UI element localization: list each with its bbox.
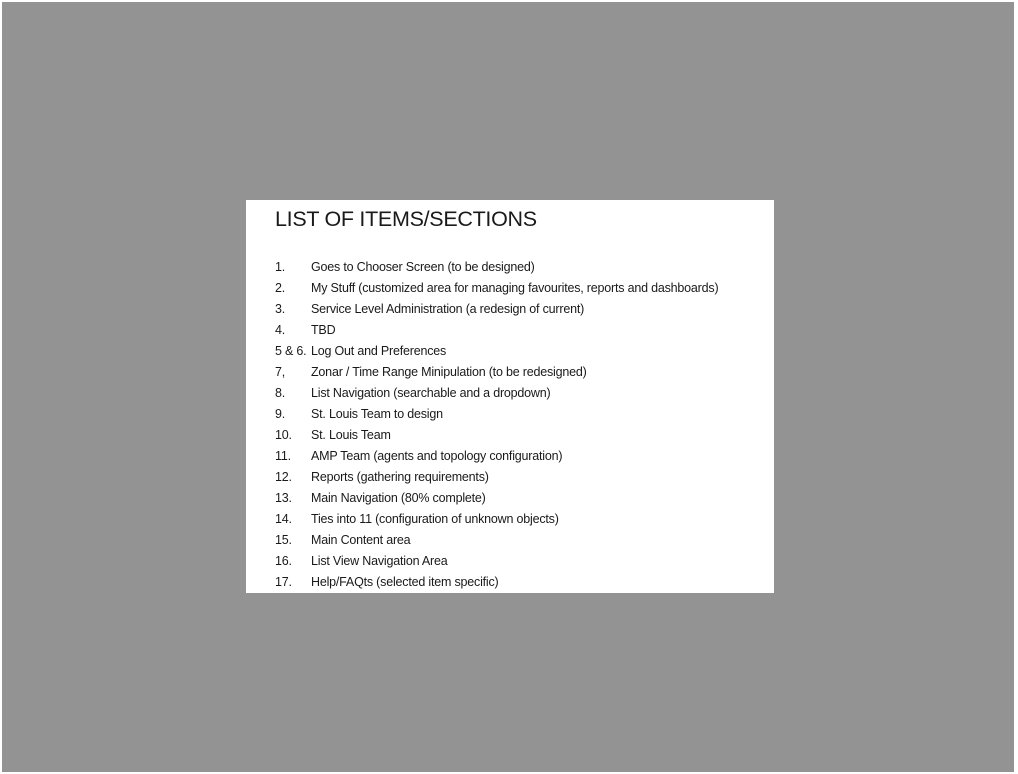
list-item [275,278,774,299]
list-item [275,341,774,362]
item-number: 15. [275,533,292,547]
item-text: Goes to Chooser Screen (to be designed) [311,260,535,274]
item-number: 16. [275,554,292,568]
item-text: Main Navigation (80% complete) [311,491,486,505]
item-number: 13. [275,491,292,505]
list-item [275,551,774,572]
items-card [246,200,774,593]
item-number: 14. [275,512,292,526]
item-text: St. Louis Team to design [311,407,443,421]
list-item [275,320,774,341]
item-number: 8. [275,386,286,400]
item-text: Ties into 11 (configuration of unknown objects) [311,512,559,526]
item-number: 10. [275,428,292,442]
item-text: List Navigation (searchable and a dropdown) [311,386,551,400]
list-item [275,404,774,425]
item-text: Reports (gathering requirements) [311,470,489,484]
list-item [275,299,774,320]
item-text: List View Navigation Area [311,554,448,568]
list-item [275,530,774,551]
page-title: LIST OF ITEMS/SECTIONS [275,207,537,231]
list-item [275,572,774,593]
item-number: 2. [275,281,286,295]
list-item [275,362,774,383]
item-text: Zonar / Time Range Minipulation (to be redesigned) [311,365,587,379]
item-number: 12. [275,470,292,484]
item-number: 11. [275,449,291,463]
list-item [275,446,774,467]
list-item [275,257,774,278]
item-text: Service Level Administration (a redesign of current) [311,302,585,316]
item-text: Main Content area [311,533,411,547]
item-number: 3. [275,302,286,316]
item-number: 7, [275,365,286,379]
list-item [275,383,774,404]
list-item [275,488,774,509]
item-text: St. Louis Team [311,428,391,442]
item-number: 1. [275,260,286,274]
item-text: My Stuff (customized area for managing favourites, reports and dashboards) [311,281,719,295]
item-text: Help/FAQts (selected item specific) [311,575,499,589]
item-text: Log Out and Preferences [311,344,447,358]
list-item [275,467,774,488]
list-item [275,425,774,446]
item-number: 17. [275,575,292,589]
item-number: 5 & 6. [275,344,307,358]
item-text: AMP Team (agents and topology configuration) [311,449,563,463]
item-number: 4. [275,323,286,337]
background-canvas [2,2,1014,772]
items-list [275,257,774,593]
list-item [275,509,774,530]
item-number: 9. [275,407,286,421]
item-text: TBD [311,323,336,337]
